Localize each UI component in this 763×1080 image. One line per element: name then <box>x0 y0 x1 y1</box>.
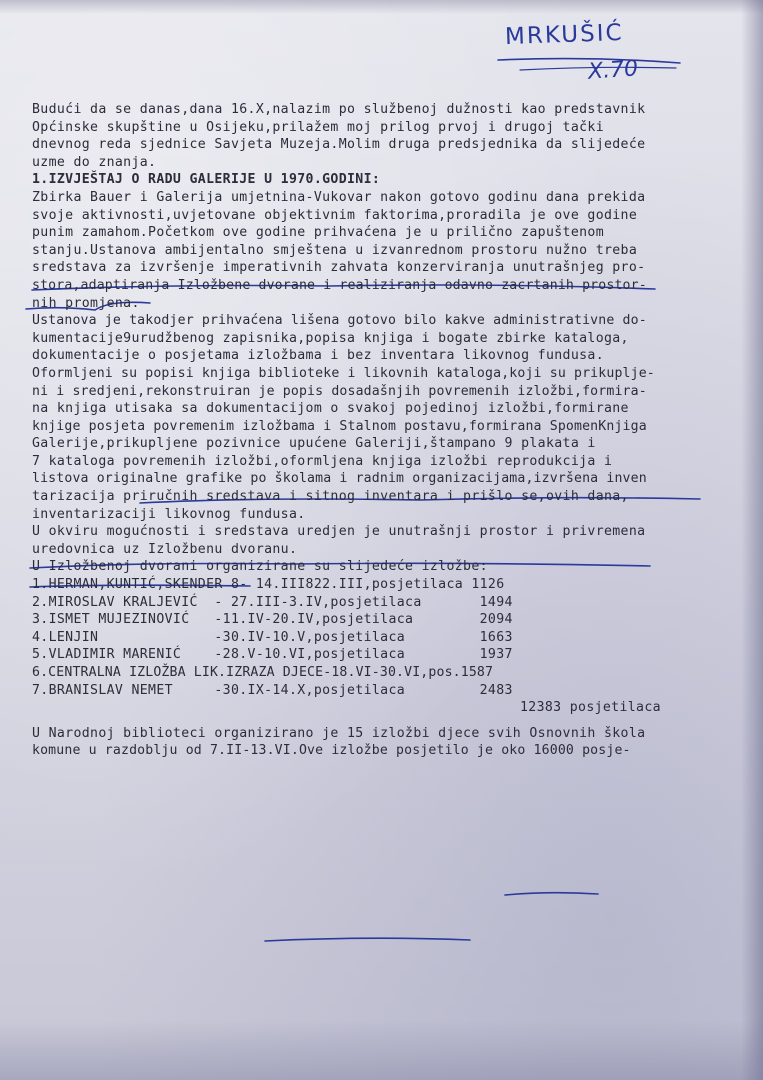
typewritten-text <box>32 101 752 760</box>
exhibition-row: 4.LENJIN -30.IV-10.V,posjetilaca 1663 <box>32 629 513 645</box>
report-line: Ustanova je takodjer prihvaćena lišena gotovo bilo kakve administrativne do- <box>32 313 647 329</box>
report-line: uredovnica uz Izložbenu dvoranu. <box>32 541 298 557</box>
report-line: stora,adaptiranja Izložbene dvorane i realiziranja odavno zacrtanih prostor- <box>32 277 647 293</box>
closing-line: U Narodnoj biblioteci organizirano je 15 izložbi djece svih Osnovnih škola <box>32 725 646 741</box>
exhibition-row: 5.VLADIMIR MARENIĆ -28.V-10.VI,posjetilaca 1937 <box>32 647 513 663</box>
exhibition-row: 1.HERMAN,KUNTIĆ,SKENDER 8- 14.III822.III,posjetilaca 1126 <box>32 577 505 593</box>
name-underline <box>498 59 680 63</box>
pen-underline-closing <box>265 938 470 941</box>
exhibition-row: 7.BRANISLAV NEMET -30.IX-14.X,posjetilaca 2483 <box>32 682 513 698</box>
report-line: sredstava za izvršenje imperativnih zahvata konzerviranja unutrašnjeg pro- <box>32 260 646 276</box>
report-line: nih promjena. <box>32 295 140 311</box>
intro-line: Budući da se danas,dana 16.X,nalazim po službenoj dužnosti kao predstavnik <box>32 102 646 117</box>
report-line: inventarizaciji likovnog fundusa. <box>32 506 306 522</box>
pen-underline-total <box>505 893 598 895</box>
report-line: tarizacija priručnih sredstava i sitnog inventara i prišlo se,ovih dana, <box>32 489 629 505</box>
intro-line: uzme do znanja. <box>32 154 157 170</box>
intro-line: Općinske skupštine u Osijeku,prilažem moj prilog prvoj i drugoj tački <box>32 119 604 135</box>
exhibition-row: 3.ISMET MUJEZINOVIĆ -11.IV-20.IV,posjetilaca 2094 <box>32 612 513 628</box>
intro-line: dnevnog reda sjednice Savjeta Muzeja.Molim druga predsjednika da slijedeće <box>32 137 646 153</box>
report-line: svoje aktivnosti,uvjetovane objektivnim faktorima,proradila je ove godine <box>32 207 638 223</box>
report-line: na knjiga utisaka sa dokumentacijom o svakoj pojedinoj izložbi,formirane <box>32 401 629 417</box>
name-underline-2 <box>520 67 676 70</box>
report-line: Zbirka Bauer i Galerija umjetnina-Vukovar nakon gotovo godinu dana prekida <box>32 189 646 205</box>
handwritten-name: MRKUŠIĆ <box>504 19 624 51</box>
exhibition-row: 2.MIROSLAV KRALJEVIĆ - 27.III-3.IV,posjetilaca 1494 <box>32 594 513 610</box>
report-line: listova originalne grafike po školama i radnim organizacijama,izvršena inven <box>32 471 647 487</box>
report-line: stanju.Ustanova ambijentalno smještena u izvanrednom prostoru nužno treba <box>32 242 638 258</box>
report-line: U Izložbenoj dvorani organizirane su slijedeće izložbe: <box>32 559 488 575</box>
report-line: Oformljeni su popisi knjiga biblioteke i likovnih kataloga,koji su prikuplje- <box>32 365 655 381</box>
report-line: ni i sredjeni,rekonstruiran je popis dosadašnjih povremenih izložbi,formira- <box>32 383 647 399</box>
exhibition-row: 6.CENTRALNA IZLOŽBA LIK.IZRAZA DJECE-18.VI-30.VI,pos.1587 <box>32 665 494 680</box>
report-line: kumentacije9urudžbenog zapisnika,popisa knjiga i bogate zbirke kataloga, <box>32 330 629 346</box>
handwritten-reference: X.70 <box>587 56 639 85</box>
report-line: Galerije,prikupljene pozivnice upućene Galeriji,štampano 9 plakata i <box>32 436 596 452</box>
visitor-total: 12383 posjetilaca <box>520 700 661 716</box>
section-heading: 1.IZVJEŠTAJ O RADU GALERIJE U 1970.GODINI: <box>32 172 381 188</box>
report-line: knjige posjeta povremenim izložbama i Stalnom postavu,formirana SpomenKnjiga <box>32 418 647 434</box>
report-line: U okviru mogućnosti i sredstava uredjen je unutrašnji prostor i privremena <box>32 524 646 540</box>
report-line: dokumentacije o posjetama izložbama i bez inventara likovnog fundusa. <box>32 348 604 364</box>
report-line: punim zamahom.Početkom ove godine prihvaćena je u prilično zapuštenom <box>32 225 604 241</box>
spacer <box>32 717 752 725</box>
closing-line: komune u razdoblju od 7.II-13.VI.Ove izložbe posjetilo je oko 16000 posje- <box>32 743 631 759</box>
report-line: 7 kataloga povremenih izložbi,oformljena knjiga izložbi reprodukcija i <box>32 453 613 469</box>
